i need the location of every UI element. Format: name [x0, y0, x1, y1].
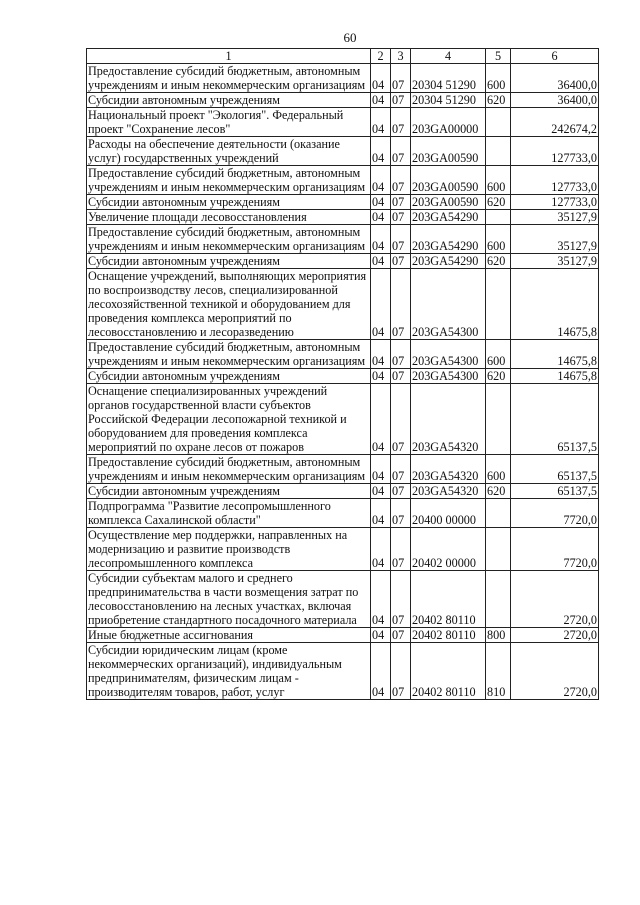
subsection-code-cell: 07: [391, 225, 411, 254]
table-row: [87, 64, 599, 93]
column-header: 4: [411, 49, 486, 64]
row-name-cell: Субсидии субъектам малого и среднего предпринимательства в части возмещения затрат по лесовосстановлению на лесных участках, включая приобретение стандартного посадочного материала: [87, 571, 371, 628]
table-row: [87, 369, 599, 384]
expense-type-cell: [486, 269, 511, 340]
target-article-cell: 203GA54300: [411, 340, 486, 369]
subsection-code-cell: 07: [391, 210, 411, 225]
row-name-cell: Субсидии автономным учреждениям: [87, 93, 371, 108]
table-row: [87, 571, 599, 628]
table-row: [87, 643, 599, 700]
section-code-cell: 04: [371, 195, 391, 210]
expense-type-cell: [486, 210, 511, 225]
page-number: 60: [343, 30, 357, 45]
subsection-code-cell: 07: [391, 195, 411, 210]
amount-cell: 2720,0: [511, 643, 599, 700]
column-header: 1: [87, 49, 371, 64]
expense-type-cell: 620: [486, 93, 511, 108]
section-code-cell: 04: [371, 166, 391, 195]
column-header: 5: [486, 49, 511, 64]
table-row: [87, 225, 599, 254]
section-code-cell: 04: [371, 643, 391, 700]
row-name-cell: Субсидии юридическим лицам (кроме некоммерческих организаций), индивидуальным предпринимателям, физическим лицам - производителям товаров, работ, услуг: [87, 643, 371, 700]
row-name-cell: Субсидии автономным учреждениям: [87, 195, 371, 210]
subsection-code-cell: 07: [391, 166, 411, 195]
section-code-cell: 04: [371, 254, 391, 269]
column-header: 6: [511, 49, 599, 64]
amount-cell: 127733,0: [511, 166, 599, 195]
target-article-cell: 203GA00590: [411, 166, 486, 195]
expense-type-cell: 600: [486, 225, 511, 254]
target-article-cell: 20402 80110: [411, 628, 486, 643]
target-article-cell: 203GA00590: [411, 195, 486, 210]
amount-cell: 14675,8: [511, 369, 599, 384]
section-code-cell: 04: [371, 499, 391, 528]
amount-cell: 127733,0: [511, 195, 599, 210]
expense-type-cell: 600: [486, 166, 511, 195]
row-name-cell: Предоставление субсидий бюджетным, автономным учреждениям и иным некоммерческим организациям: [87, 166, 371, 195]
row-name-cell: Подпрограмма "Развитие лесопромышленного комплекса Сахалинской области": [87, 499, 371, 528]
subsection-code-cell: 07: [391, 108, 411, 137]
expense-type-cell: [486, 571, 511, 628]
target-article-cell: 203GA54300: [411, 269, 486, 340]
target-article-cell: 20402 80110: [411, 643, 486, 700]
section-code-cell: 04: [371, 384, 391, 455]
expense-type-cell: 810: [486, 643, 511, 700]
table-row: [87, 210, 599, 225]
amount-cell: 242674,2: [511, 108, 599, 137]
row-name-cell: Субсидии автономным учреждениям: [87, 484, 371, 499]
expense-type-cell: 800: [486, 628, 511, 643]
expense-type-cell: [486, 528, 511, 571]
row-name-cell: Иные бюджетные ассигнования: [87, 628, 371, 643]
amount-cell: 35127,9: [511, 225, 599, 254]
section-code-cell: 04: [371, 571, 391, 628]
table-row: [87, 384, 599, 455]
amount-cell: 65137,5: [511, 384, 599, 455]
subsection-code-cell: 07: [391, 455, 411, 484]
target-article-cell: 203GA00000: [411, 108, 486, 137]
subsection-code-cell: 07: [391, 499, 411, 528]
amount-cell: 65137,5: [511, 484, 599, 499]
amount-cell: 7720,0: [511, 528, 599, 571]
row-name-cell: Предоставление субсидий бюджетным, автономным учреждениям и иным некоммерческим организациям: [87, 225, 371, 254]
target-article-cell: 203GA54320: [411, 384, 486, 455]
table-row: [87, 166, 599, 195]
table-row: [87, 254, 599, 269]
section-code-cell: 04: [371, 455, 391, 484]
target-article-cell: 203GA54300: [411, 369, 486, 384]
table-row: [87, 108, 599, 137]
row-name-cell: Предоставление субсидий бюджетным, автономным учреждениям и иным некоммерческим организациям: [87, 64, 371, 93]
target-article-cell: 203GA54290: [411, 254, 486, 269]
target-article-cell: 203GA54290: [411, 225, 486, 254]
expense-type-cell: [486, 499, 511, 528]
subsection-code-cell: 07: [391, 628, 411, 643]
section-code-cell: 04: [371, 225, 391, 254]
table-row: [87, 528, 599, 571]
row-name-cell: Субсидии автономным учреждениям: [87, 369, 371, 384]
subsection-code-cell: 07: [391, 64, 411, 93]
subsection-code-cell: 07: [391, 93, 411, 108]
subsection-code-cell: 07: [391, 571, 411, 628]
amount-cell: 14675,8: [511, 269, 599, 340]
section-code-cell: 04: [371, 528, 391, 571]
row-name-cell: Предоставление субсидий бюджетным, автономным учреждениям и иным некоммерческим организациям: [87, 455, 371, 484]
target-article-cell: 203GA54320: [411, 484, 486, 499]
section-code-cell: 04: [371, 369, 391, 384]
subsection-code-cell: 07: [391, 643, 411, 700]
row-name-cell: Оснащение учреждений, выполняющих мероприятия по воспроизводству лесов, специализированной лесохозяйственной техникой и оборудованием для проведения комплекса мероприятий по лесовосстановлению и лесоразведению: [87, 269, 371, 340]
amount-cell: 7720,0: [511, 499, 599, 528]
row-name-cell: Предоставление субсидий бюджетным, автономным учреждениям и иным некоммерческим организациям: [87, 340, 371, 369]
section-code-cell: 04: [371, 137, 391, 166]
section-code-cell: 04: [371, 269, 391, 340]
section-code-cell: 04: [371, 108, 391, 137]
row-name-cell: Оснащение специализированных учреждений органов государственной власти субъектов Российской Федерации лесопожарной техникой и оборудованием для проведения комплекса мероприятий по охране лесов от пожаров: [87, 384, 371, 455]
subsection-code-cell: 07: [391, 384, 411, 455]
subsection-code-cell: 07: [391, 137, 411, 166]
table-row: [87, 340, 599, 369]
expense-type-cell: [486, 384, 511, 455]
section-code-cell: 04: [371, 93, 391, 108]
section-code-cell: 04: [371, 64, 391, 93]
row-name-cell: Расходы на обеспечение деятельности (оказание услуг) государственных учреждений: [87, 137, 371, 166]
amount-cell: 35127,9: [511, 254, 599, 269]
table-row: [87, 195, 599, 210]
expense-type-cell: 620: [486, 254, 511, 269]
subsection-code-cell: 07: [391, 254, 411, 269]
section-code-cell: 04: [371, 210, 391, 225]
subsection-code-cell: 07: [391, 369, 411, 384]
table-row: [87, 455, 599, 484]
amount-cell: 36400,0: [511, 93, 599, 108]
subsection-code-cell: 07: [391, 340, 411, 369]
target-article-cell: 20400 00000: [411, 499, 486, 528]
section-code-cell: 04: [371, 628, 391, 643]
subsection-code-cell: 07: [391, 269, 411, 340]
expense-type-cell: 600: [486, 64, 511, 93]
table-row: [87, 137, 599, 166]
expense-type-cell: 620: [486, 369, 511, 384]
target-article-cell: 203GA54320: [411, 455, 486, 484]
table-row: [87, 499, 599, 528]
table-header-row: [87, 49, 599, 64]
amount-cell: 2720,0: [511, 628, 599, 643]
column-header: 3: [391, 49, 411, 64]
target-article-cell: 20304 51290: [411, 64, 486, 93]
expense-type-cell: [486, 137, 511, 166]
amount-cell: 65137,5: [511, 455, 599, 484]
row-name-cell: Увеличение площади лесовосстановления: [87, 210, 371, 225]
target-article-cell: 20304 51290: [411, 93, 486, 108]
target-article-cell: 203GA54290: [411, 210, 486, 225]
amount-cell: 14675,8: [511, 340, 599, 369]
target-article-cell: 203GA00590: [411, 137, 486, 166]
target-article-cell: 20402 80110: [411, 571, 486, 628]
subsection-code-cell: 07: [391, 528, 411, 571]
table-row: [87, 93, 599, 108]
section-code-cell: 04: [371, 484, 391, 499]
amount-cell: 2720,0: [511, 571, 599, 628]
amount-cell: 36400,0: [511, 64, 599, 93]
target-article-cell: 20402 00000: [411, 528, 486, 571]
table-row: [87, 484, 599, 499]
table-row: [87, 628, 599, 643]
table-row: [87, 269, 599, 340]
expense-type-cell: [486, 108, 511, 137]
budget-table: [86, 48, 599, 700]
amount-cell: 35127,9: [511, 210, 599, 225]
row-name-cell: Субсидии автономным учреждениям: [87, 254, 371, 269]
expense-type-cell: 600: [486, 455, 511, 484]
amount-cell: 127733,0: [511, 137, 599, 166]
column-header: 2: [371, 49, 391, 64]
expense-type-cell: 600: [486, 340, 511, 369]
section-code-cell: 04: [371, 340, 391, 369]
row-name-cell: Национальный проект "Экология". Федеральный проект "Сохранение лесов": [87, 108, 371, 137]
subsection-code-cell: 07: [391, 484, 411, 499]
expense-type-cell: 620: [486, 195, 511, 210]
expense-type-cell: 620: [486, 484, 511, 499]
row-name-cell: Осуществление мер поддержки, направленных на модернизацию и развитие производств лесопромышленного комплекса: [87, 528, 371, 571]
